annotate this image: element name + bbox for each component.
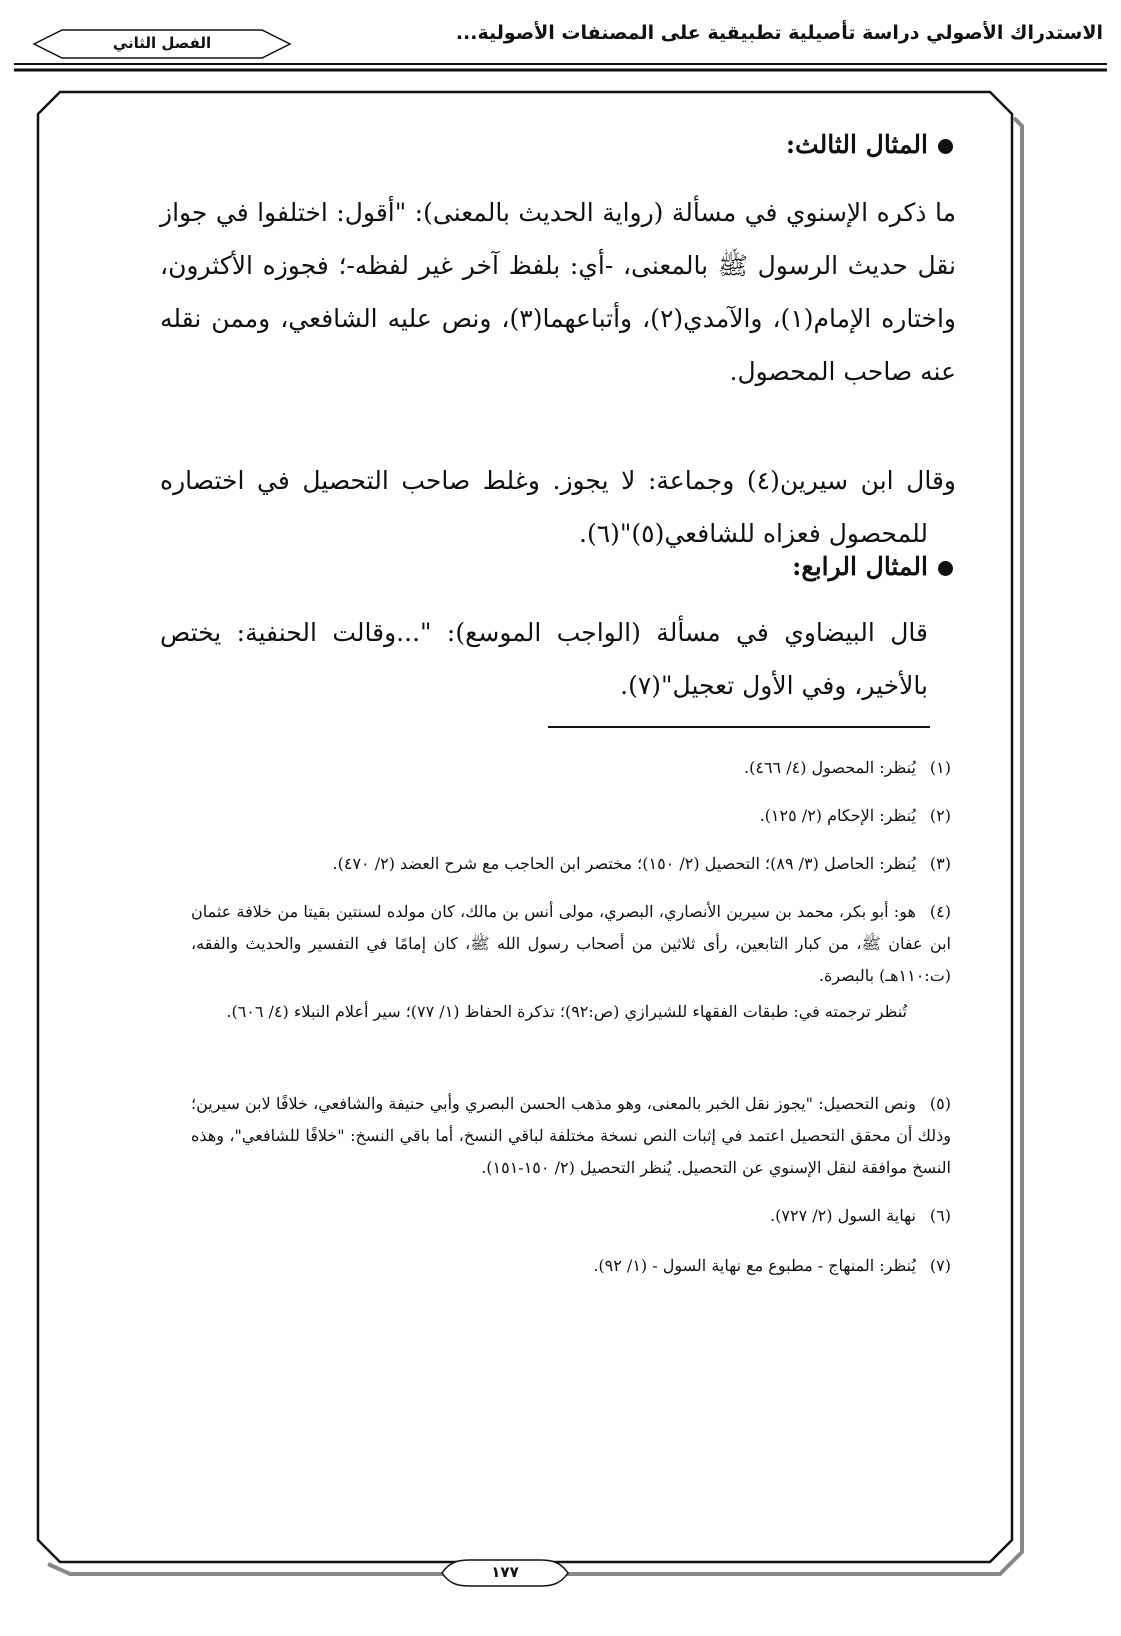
chapter-label: الفصل الثاني [112,34,212,52]
footnote-text: يُنظر: الإحكام (٢/ ١٢٥). [759,806,916,825]
footnote-4 [191,896,951,992]
example4-paragraph-1: قال البيضاوي في مسألة (الواجب الموسع): "...وقالت الحنفية: يختص بالأخير، وفي الأول تعجيل"(٧). [160,618,928,700]
example3-paragraph-1: ما ذكره الإسنوي في مسألة (رواية الحديث بالمعنى): "أقول: اختلفوا في جواز نقل حديث الرسول ﷺ بالمعنى، -أي: بلفظ آخر غير لفظه-؛ فجوزه الأكثرون، واختاره الإمام(١)، والآمدي(٢)، وأتباعهما(٣)، ونص عليه الشافعي، وممن نقله عنه صاحب المحصول. [160,198,956,386]
footnote-1 [191,752,951,784]
footnote-number: (٧) [929,1256,951,1275]
footnote-6 [191,1200,951,1232]
footnote-separator [548,726,930,728]
example3-heading-text: المثال الثالث: [785,130,928,159]
footnote-number: (٤) [929,902,951,921]
footnote-number: (٥) [929,1094,952,1113]
footnote-3 [191,848,951,880]
footnote-7 [191,1250,951,1282]
footnote-2 [191,800,951,832]
footnote-number: (٦) [929,1206,951,1225]
footnote-number: (١) [929,758,951,777]
footnote-text: نهاية السول (٢/ ٧٢٧). [770,1206,916,1225]
footnote-number: (٣) [929,854,951,873]
footnote-text: يُنظر: الحاصل (٣/ ٨٩)؛ التحصيل (٢/ ١٥٠)؛ مختصر ابن الحاجب مع شرح العضد (٢/ ٤٧٠). [332,854,916,873]
bullet-icon [938,139,953,154]
example3-heading [173,130,953,159]
page-number: ١٧٧ [491,1563,519,1581]
footnote-5 [191,1088,951,1184]
bullet-icon [938,561,953,576]
example3-paragraph-2: وقال ابن سيرين(٤) وجماعة: لا يجوز. وغلط صاحب التحصيل في اختصاره للمحصول فعزاه للشافعي(٥)"(٦). [160,466,956,548]
footnote-text: يُنظر: المحصول (٤/ ٤٦٦). [744,758,916,777]
footnote-text: يُنظر: المنهاج - مطبوع مع نهاية السول - (١/ ٩٢). [593,1256,916,1275]
book-title: الاستدراك الأصولي دراسة تأصيلية تطبيقية على المصنفات الأصولية... [455,22,1103,44]
footnote-text: هو: أبو بكر، محمد بن سيرين الأنصاري، البصري، مولى أنس بن مالك، كان مولده لسنتين بقيتا من خلافة عثمان ابن عفان ﷺ، من كبار التابعين، رأى ثلاثين من أصحاب رسول الله ﷺ، كان إمامًا في التفسير والحديث والفقه، (ت:١١٠هـ) بالبصرة. [191,902,952,985]
footnote-number: (٢) [929,806,951,825]
footnote-text: ونص التحصيل: "يجوز نقل الخبر بالمعنى، وهو مذهب الحسن البصري وأبي حنيفة والشافعي، خلافًا لابن سيرين؛ وذلك أن محقق التحصيل اعتمد في إثبات النص نسخة مختلفة لباقي النسخ، أما باقي النسخ: "خلافًا للشافعي"، وهذه النسخ موافقة لنقل الإسنوي عن التحصيل. يُنظر التحصيل (٢/ ١٥٠-١٥١). [191,1094,951,1177]
header-rule [14,62,1107,74]
footnote-4-sources: تُنظر ترجمته في: طبقات الفقهاء للشيرازي (ص:٩٢)؛ تذكرة الحفاظ (١/ ٧٧)؛ سير أعلام النبلاء (٤/ ٦٠٦). [226,1002,907,1021]
example4-heading [173,552,953,581]
example4-heading-text: المثال الرابع: [792,552,928,581]
chapter-tab [32,28,292,62]
